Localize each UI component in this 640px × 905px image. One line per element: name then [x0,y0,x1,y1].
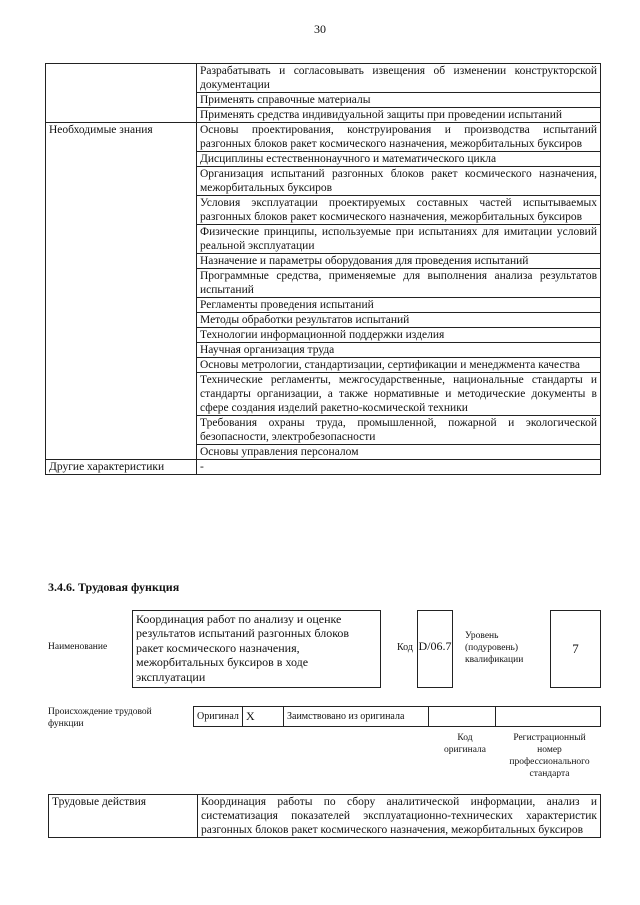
level-label-line: квалификации [465,655,524,665]
knowledge-table [45,63,601,475]
caption-line: стандарта [529,769,570,779]
origin-label-line: Происхождение трудовой [48,707,152,717]
table-cell: Основы метрологии, стандартизации, сертификации и менеджмента качества [197,358,601,373]
original-code-cell [429,707,496,727]
section-title: 3.4.6. Трудовая функция [48,580,180,594]
level-label-line: (подуровень) [465,643,519,653]
level-label-line: Уровень [465,631,499,641]
table-cell: Научная организация труда [197,343,601,358]
caption-line: оригинала [444,745,486,755]
table-row [194,707,601,727]
table-cell: Разрабатывать и согласовывать извещения об изменении конструкторской документации [197,64,601,93]
level-label [465,630,523,666]
table-cell: Применять справочные материалы [197,93,601,108]
original-label-cell: Оригинал [194,707,243,727]
page-number: 30 [314,22,326,36]
caption-line: номер [537,745,562,755]
original-mark-cell: X [243,707,284,727]
origin-table [193,706,601,727]
row-label-other: Другие характеристики [46,460,197,475]
table-cell: Дисциплины естественнонаучного и математического цикла [197,152,601,167]
table-cell: Технологии информационной поддержки изделия [197,328,601,343]
code-value-box: D/06.7 [417,610,453,688]
table-cell: Основы управления персоналом [197,445,601,460]
row-label [46,64,197,123]
name-label: Наименование [48,642,108,652]
caption-line: профессионального [509,757,590,767]
table-cell: Организация испытаний разгонных блоков ракет космического назначения, межорбитальных буксиров [197,167,601,196]
table-row [49,795,601,838]
table-cell: - [197,460,601,475]
function-name-box: Координация работ по анализу и оценке результатов испытаний разгонных блоков ракет космического назначения, межорбитальных буксиров в ходе эксплуатации [132,610,381,688]
level-value-box: 7 [550,610,601,688]
registration-number-cell [496,707,601,727]
registration-caption [498,732,601,780]
table-cell: Методы обработки результатов испытаний [197,313,601,328]
code-caption [432,732,498,756]
table-cell: Физические принципы, используемые при испытаниях для имитации условий реальной эксплуатации [197,225,601,254]
table-cell: Регламенты проведения испытаний [197,298,601,313]
actions-table [48,794,601,838]
caption-line: Код [457,733,473,743]
origin-label-line: функции [48,719,84,729]
table-cell: Программные средства, применяемые для выполнения анализа результатов испытаний [197,269,601,298]
table-cell: Основы проектирования, конструирования и производства испытаний разгонных блоков ракет космического назначения, межорбитальных буксиров [197,123,601,152]
table-row [46,123,601,152]
table-cell: Назначение и параметры оборудования для проведения испытаний [197,254,601,269]
table-cell: Технические регламенты, межгосударственные, национальные стандарты и стандарты организации, а также нормативные и методические документы в сфере создания изделий ракетно-космической техники [197,373,601,416]
table-cell: Применять средства индивидуальной защиты при проведении испытаний [197,108,601,123]
borrowed-label-cell: Заимствовано из оригинала [284,707,429,727]
origin-label [48,706,152,730]
table-cell: Условия эксплуатации проектируемых составных частей испытываемых разгонных блоков ракет космического назначения, межорбитальных буксиров [197,196,601,225]
table-row [46,64,601,93]
actions-text: Координация работы по сбору аналитической информации, анализ и систематизация показателей эксплуатационно-технических характеристик разгонных блоков ракет космического назначения, межорбитальных буксиров [198,795,601,838]
caption-line: Регистрационный [513,733,586,743]
code-label: Код [397,642,413,653]
table-row [46,460,601,475]
actions-label: Трудовые действия [49,795,198,838]
table-cell: Требования охраны труда, промышленной, пожарной и экологической безопасности, электробезопасности [197,416,601,445]
row-label-knowledge: Необходимые знания [46,123,197,460]
